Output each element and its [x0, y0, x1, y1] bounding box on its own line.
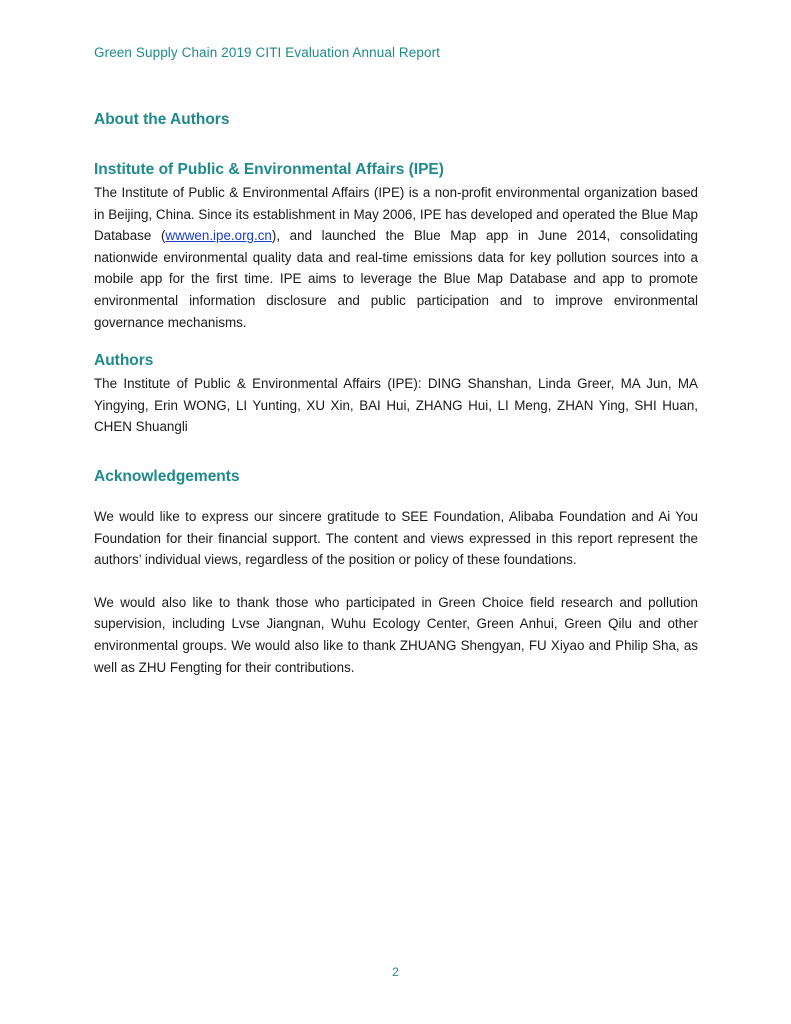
ipe-text-before-link: The Institute of Public & Environmental Affairs (IPE) is a non-profit environmental organization based in Beijing, China. Since its establishment in May 2006, IPE has developed and operated the Blue Map Database (: [94, 185, 698, 244]
ipe-heading: Institute of Public & Environmental Affairs (IPE): [94, 161, 444, 178]
page-number: 2: [392, 965, 399, 979]
ipe-description: [94, 182, 698, 333]
running-header: Green Supply Chain 2019 CITI Evaluation Annual Report: [94, 45, 441, 60]
authors-heading: Authors: [94, 352, 154, 370]
authors-list: The Institute of Public & Environmental Affairs (IPE): DING Shanshan, Linda Greer, MA Jun, MA Yingying, Erin WONG, LI Yunting, XU Xin, BAI Hui, ZHANG Hui, LI Meng, ZHAN Ying, SHI Huan, CHEN Shuangli: [94, 376, 698, 435]
acknowledgements-paragraph-1: We would like to express our sincere gratitude to SEE Foundation, Alibaba Foundation and Ai You Foundation for their financial support. The content and views expressed in this report represent the authors’ individual views, regardless of the position or policy of these foundations.: [94, 508, 698, 568]
ipe-text-after-link: ), and launched the Blue Map app in June 2014, consolidating nationwide environmental quality data and real-time emissions data for key pollution sources into a mobile app for the first time. IPE aims to leverage the Blue Map Database and app to promote environmental information disclosure and public participation and to improve environmental governance mechanisms.: [94, 228, 698, 330]
acknowledgements-heading: Acknowledgements: [94, 467, 240, 485]
document-body: [94, 108, 698, 678]
about-authors-heading: About the Authors: [94, 111, 230, 128]
ipe-website-link[interactable]: wwwen.ipe.org.cn: [165, 228, 272, 244]
acknowledgements-paragraph-2: We would also like to thank those who participated in Green Choice field research and pollution supervision, including Lvse Jiangnan, Wuhu Ecology Center, Green Anhui, Green Qilu and other environmental groups. We would also like to thank ZHUANG Shengyan, FU Xiyao and Philip Sha, as well as ZHU Fengting for their contributions.: [94, 594, 698, 675]
